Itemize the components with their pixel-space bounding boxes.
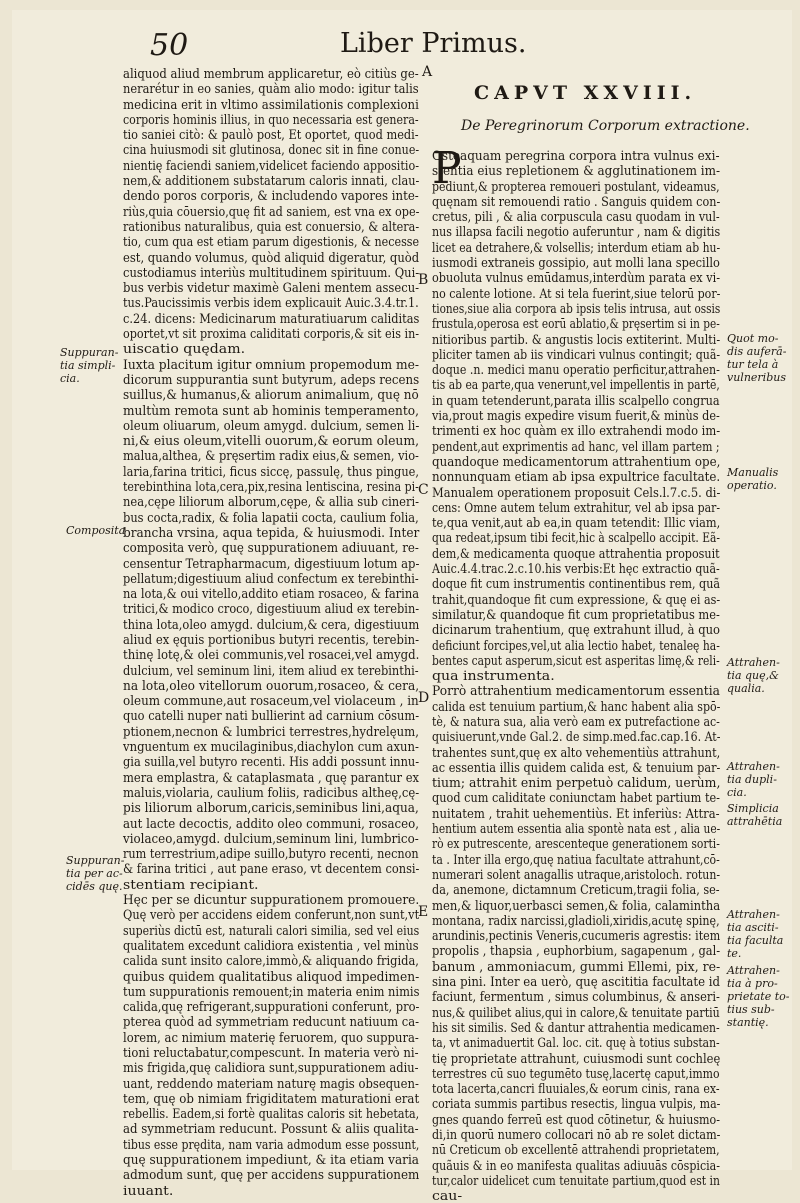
note-line: Suppuran- [60,346,119,359]
text-line: na lota,oleo vitellorum ouorum,rosaceo, & cera, [123,677,420,693]
text-line: cau- [432,1188,463,1203]
text-line: quę suppurationem impediunt, & ita etiam varia [123,1152,419,1168]
note-line: tia simpli- [60,359,116,372]
text-line: censentur Tetrapharmacum, digestiuum lotum ap- [123,555,420,571]
section-marker-a: A [422,64,433,80]
note-line: tia faculta [727,934,784,947]
note-line: tia quę,& [727,669,779,682]
note-line: tur tela à [727,358,779,371]
text-line: pis liliorum alborum,caricis,seminibus lini,aqua, [123,800,419,816]
text-line: trimenti ex hoc quàm ex illo extrahendi modo im- [432,423,721,439]
text-line: tiones,siue alia corpora ab ipsis telis intrusa, aut ossis [432,300,721,316]
text-line: stentiam recipiant. [123,876,259,892]
text-line: nus,& quilibet alius,qui in calore,& tenuitate partiū [432,1004,720,1020]
text-line: tię proprietate attrahunt, cuiusmodi sunt cochleę [432,1050,721,1066]
text-line: licet ea detrahere,& volsellis; interdum etiam ab hu- [432,239,721,255]
text-line: nuitatem , trahit uehementiùs. Et inferiùs: Attra- [432,805,720,821]
text-line: vnguentum ex mucilaginibus,diachylon cum axun- [123,739,419,755]
text-line: doque .n. medici manu operatio perficitur,attrahen- [432,362,720,378]
note-line: qualia. [727,682,765,695]
text-line: his sit similis. Sed & dantur attrahentia medicamen- [432,1019,720,1035]
text-line: custodiamus interiùs multitudinem spirituum. Qui- [123,264,420,280]
text-line: quibus quidem qualitatibus aliquod impedimen- [123,968,420,984]
text-line: nea,cępe liliorum alborum,cępe, & allia sub cineri- [123,494,420,510]
note-line: te. [727,947,742,960]
text-line: & farina tritici , aut pane eraso, vt decentem consi- [123,861,420,877]
text-line: ta, vt animaduertit Gal. loc. cit. quę à totius substan- [432,1035,720,1051]
text-line: dicorum suppurantia sunt butyrum, adeps recens [123,371,420,387]
text-line: quęnam sit remouendi ratio . Sanguis quidem con- [432,193,721,209]
text-line: rationibus naturalibus, quia est conuersio, & altera- [123,218,420,234]
text-line: hentium autem essentia alia spontè nata est , alia ue- [432,821,721,837]
section-marker-b: B [418,272,429,288]
text-line: quãuis & in eo manifesta qualitas adiuuās cōspicia- [432,1157,721,1173]
text-line: doque fit cum instrumentis continentibus rem, quã [432,576,721,592]
text-line: pediunt,& propterea remoueri postulant, videamus, [432,178,720,194]
text-line: tè, & natura sua, alia verò eam ex putrefactione ac- [432,713,720,729]
text-line: pterea quòd ad symmetriam reducunt natiuum ca- [123,1014,420,1030]
text-line: qua instrumenta. [432,668,555,684]
text-line: cens: Omne autem telum extrahitur, vel ab ipsa par- [432,499,721,515]
note-line: attrahētia [727,815,783,828]
text-line: ta . Inter illa ergo,quę natiua facultate attrahunt,cō- [432,851,720,867]
text-line: Auic.4.4.trac.2.c.10.his verbis:Et hęc extractio quã- [432,561,720,577]
right-marginal-note [727,908,783,960]
note-line: cia. [60,372,80,385]
right-marginal-note [727,760,780,799]
note-line: cidēs quę. [66,880,123,893]
text-line: faciunt, fermentum , simus columbinus, & anseri- [432,989,720,1005]
text-line: maluis,violaria, caulium foliis, radicibus altheę,cę- [123,784,420,800]
text-line: terebinthina lota,cera,pix,resina lentiscina, resina pi- [123,479,419,495]
text-line: tis ab ea parte,qua venerunt,vel impellentis in partē, [432,377,720,393]
text-line: stentia eius repletionem & agglutinationem im- [432,163,721,179]
text-line: calida,quę refrigerant,suppurationi conferunt, pro- [123,999,420,1015]
note-line: Suppuran- [66,854,125,867]
text-line: iuuant. [123,1182,174,1198]
text-line: tio, cum qua est etiam parum digestionis, & necesse [123,234,420,250]
text-line: superiùs dictū est, naturali calori similia, sed vel eius [123,922,420,938]
text-line: in quam tetenderunt,parata illis scalpello congrua [432,392,720,408]
text-line: quisiuerunt,vnde Gal.2. de simp.med.fac.cap.16. At- [432,729,721,745]
note-line: Simplicia [727,802,779,815]
text-line: oleum oliuarum, oleum amygd. dulcium, semen li- [123,417,420,433]
text-line: riùs,quia cōuersio,quę fit ad saniem, est vna ex ope- [123,203,420,219]
text-line: iusmodi extraneis gossipio, aut molli lana specillo [432,255,720,271]
right-marginal-note [727,466,778,492]
text-line: ni,& eius oleum,vitelli ouorum,& eorum oleum, [123,433,420,449]
text-line: terrestres cū suo tegumēto tusę,lacertę caput,immo [432,1065,720,1081]
text-line: cretus, pili , & alia corpuscula casu quodam in vul- [432,209,720,225]
text-line: dendo poros corporis, & includendo vapores inte- [123,188,419,204]
text-line: dicinarum trahentium, quę extrahunt illud, à quo [432,622,720,638]
text-line: aut lacte decoctis, addito oleo communi, rosaceo, [123,815,419,831]
text-line: bentes caput asperum,sicut est asperitas limę,& reli- [432,652,720,668]
text-line: aliquod aliud membrum applicaretur, eò citiùs ge- [123,66,419,81]
text-line: violaceo,amygd. dulcium,seminum lini, lumbrico- [123,830,419,846]
note-line: dis auferā- [727,345,787,358]
text-line: ad symmetriam reducunt. Possunt & aliis qualita- [123,1121,419,1137]
text-line: uant, reddendo materiam naturę magis obsequen- [123,1075,419,1091]
note-line: vulneribus [727,371,786,384]
text-line: mis frigida,quę calidiora sunt,suppurationem adiu- [123,1060,419,1076]
text-line: tritici,& modico croco, digestiuum aliud ex terebin- [123,601,420,617]
right-text-column [432,143,722,1203]
text-line: thina lota,oleo amygd. dulcium,& cera, digestiuum [123,616,420,632]
note-line: Quot mo- [727,332,779,345]
text-line: deficiunt forcipes,vel,ut alia lectio habet, tenaleę ha- [432,637,720,653]
chapter-title: CAPVT XXVIII. [474,82,697,104]
left-marginal-note [66,524,125,537]
text-line: Quę verò per accidens eidem conferunt,non sunt,vt [123,907,420,923]
running-head [0,28,800,62]
text-line: tem, quę ob nimiam frigiditatem maturationi erat [123,1090,420,1106]
note-line: stantię. [727,1016,769,1029]
note-line: operatio. [727,479,777,492]
text-line: quandoque medicamentorum attrahentium ope, [432,453,721,469]
left-marginal-note [66,854,124,893]
text-line: dulcium, vel seminum lini, item aliud ex terebinthi- [123,662,419,678]
text-line: pliciter tamen ab iis vindicari vulnus contingit; quã- [432,346,721,362]
right-marginal-note [727,656,780,695]
text-line: trahit,quandoque fit cum expressione, & quę ei as- [432,591,721,607]
text-line: medicina erit in vltimo assimilationis complexioni [123,96,419,112]
text-line: qua redeat,ipsum tibi fecit,hic à scalpello accipit. Eã- [432,530,720,546]
text-line: calida sunt insito calore,immò,& aliquando frigida, [123,953,419,969]
page-number: 50 [150,28,189,63]
text-line: tioni reluctabatur,compescunt. In materia verò ni- [123,1045,419,1060]
note-line: Attrahen- [727,908,780,921]
text-line: rum terrestrium,adipe suillo,butyro recenti, necnon [123,846,419,862]
right-marginal-note [727,332,786,384]
text-line: rebellis. Eadem,si fortè qualitas caloris sit hebetata, [123,1106,420,1122]
text-line: bus cocta,radix, & folia lapatii cocta, caulium folia, [123,509,419,525]
text-line: gia suilla,vel butyro recenti. His addi possunt innu- [123,754,420,770]
text-line: oportet,vt sit proxima caliditati corporis,& sit eis in- [123,326,420,342]
text-line: quo catelli nuper nati bullierint ad carnium cōsum- [123,708,420,724]
text-line: Manualem operationem proposuit Cels.l.7.c.5. di- [432,484,721,500]
text-line: suillus,& humanus,& aliorum animalium, quę nō [123,387,419,403]
text-line: Osteaquam peregrina corpora intra vulnus exi- [432,148,720,163]
text-line: cina huiusmodi sit glutinosa, donec sit in fine conue- [123,142,420,158]
text-line: dem,& medicamenta quoque attrahentia proposuit [432,545,720,561]
text-line: brancha vrsina, aqua tepida, & huiusmodi. Inter [123,524,420,540]
text-line: uiscatio quędam. [123,341,246,357]
text-line: trahentes sunt,quę ex alto vehementiùs attrahunt, [432,744,721,760]
text-line: tium; attrahit enim perpetuò calidum, uerùm, [432,775,721,791]
book-title: Liber Primus. [340,28,527,59]
note-line: tia dupli- [727,773,777,786]
text-line: nus illapsa facili negotio auferuntur , nam & digitis [432,224,721,240]
text-line: frustula,operosa est eorū ablatio,& pręsertim si in pe- [432,316,720,332]
note-line: tia asciti- [727,921,779,934]
text-line: nerarétur in eo sanies, quàm alio modo: igitur talis [123,81,419,97]
text-line: propolis , thapsia , euphorbium, sagapenum , gal- [432,943,721,959]
text-line: corporis hominis illius, in quo necessaria est genera- [123,111,419,127]
text-line: tibus esse prędita, nam varia admodum esse possunt, [123,1136,420,1152]
note-line: Attrahen- [727,964,780,977]
drop-capital: P [432,143,462,194]
note-line: prietate to- [727,990,790,1003]
text-line: tus.Paucissimis verbis idem explicauit Auic.3.4.tr.1. [123,295,419,311]
section-marker-d: D [418,690,430,706]
left-marginal-note [60,346,118,385]
text-line: tum suppurationis remouent;in materia enim nimis [123,983,420,999]
text-line: coriata summis partibus resectis, lingua vulpis, ma- [432,1096,721,1112]
text-line: c.24. dicens: Medicinarum maturatiuarum caliditas [123,310,420,326]
text-line: banum , ammoniacum, gummi Ellemi, pix, re- [432,958,721,974]
text-line: arundinis,pectinis Veneris,cucumeris agrestis: item [432,928,721,944]
text-line: te,qua venit,aut ab ea,in quam tetendit: Illic viam, [432,515,721,531]
text-line: da, anemone, dictamnum Creticum,tragii folia, se- [432,882,720,898]
text-line: sina pini. Inter ea uerò, quę ascititia facultate id [432,974,721,990]
text-line: malua,althea, & pręsertim radix eius,& semen, vio- [123,448,419,464]
note-line: cia. [727,786,747,799]
text-line: nū Creticum ob excellentē attrahendi proprietatem, [432,1142,720,1158]
note-line: Composita [66,524,126,537]
text-line: mera emplastra, & cataplasmata , quę parantur ex [123,769,420,785]
text-line: thinę lotę,& olei communis,vel rosacei,vel amygd. [123,647,420,663]
text-line: men,& liquor,uerbasci semen,& folia, calamintha [432,897,721,913]
text-line: Iuxta placitum igitur omnium propemodum me- [123,356,420,372]
text-line: tota lacerta,cancri fluuiales,& eorum cinis, rana ex- [432,1081,720,1097]
text-line: Hęc per se dicuntur suppurationem promouere. [123,892,420,908]
text-line: di,in quorū numero collocari nō ab re solet dictam- [432,1127,721,1142]
text-line: ptionem,necnon & lumbrici terrestres,hydrelęum, [123,723,419,739]
text-line: Porrò attrahentium medicamentorum essentia [432,683,720,699]
right-marginal-note [727,964,790,1029]
text-line: multùm remota sunt ab hominis temperamento, [123,402,420,418]
note-line: Attrahen- [727,760,780,773]
text-line: composita verò, quę suppurationem adiuuant, re- [123,540,419,556]
text-line: pellatum;digestiuum aliud confectum ex terebinthi- [123,570,419,586]
text-line: montana, radix narcissi,gladioli,xiridis,acutę spinę, [432,912,720,928]
text-line: pendent,aut exprimentis ad hanc, vel illam partem ; [432,438,720,454]
text-line: similatur,& quandoque fit cum proprietatibus me- [432,606,720,622]
section-marker-e: E [418,904,429,920]
text-line: qualitatem excedunt calidiora existentia , vel minùs [123,937,419,953]
note-line: tia per ac- [66,867,123,880]
left-text-column [123,66,423,1198]
text-line: aliud ex ęquis portionibus butyri recentis, terebin- [123,631,420,647]
text-line: gnes quando ferreū est quod cōtinetur, & huiusmo- [432,1111,720,1127]
text-line: nem,& additionem substatarum caloris innati, clau- [123,173,420,189]
text-line: via,prout magis expedire visum fuerit,& minùs de- [432,408,720,424]
text-line: rò ex putrescente, arescenteque generationem sorti- [432,836,720,852]
text-line: oleum commune,aut rosaceum,vel violaceum , in [123,693,419,709]
text-line: no calente lotione. At si tela fuerint,siue telorū por- [432,285,721,301]
section-marker-c: C [418,482,429,498]
note-line: tia à pro- [727,977,778,990]
text-line: na lota,& oui vitello,addito etiam rosaceo, & farina [123,586,420,602]
chapter-subtitle: De Peregrinorum Corporum extractione. [461,118,750,134]
note-line: Attrahen- [727,656,780,669]
text-line: nonnunquam etiam ab ipsa expultrice facultate. [432,469,721,485]
text-line: nitioribus partib. & angustis locis extiterint. Multi- [432,331,721,347]
note-line: tius sub- [727,1003,775,1016]
text-line: laria,farina tritici, ficus siccę, passulę, thus pingue, [123,463,419,479]
text-line: ac essentia illis quidem calida est, & tenuium par- [432,759,721,775]
note-line: Manualis [727,466,779,479]
text-line: quod cum caliditate coniunctam habet partium te- [432,790,720,806]
text-line: tio saniei citò: & paulò post, Et oportet, quod medi- [123,127,419,143]
text-line: lorem, ac nimium materię feruorem, quo suppura- [123,1029,419,1045]
text-line: obuoluta vulnus emūdamus,interdùm parata ex vi- [432,270,721,286]
text-line: bus verbis videtur maximè Galeni mentem assecu- [123,280,420,296]
text-line: calida est tenuium partium,& hanc habent alia spō- [432,698,721,714]
right-marginal-note [727,802,782,828]
text-line: nientię faciendi saniem,videlicet faciendo appositio- [123,157,420,173]
text-line: admodum sunt, quę per accidens suppurationem [123,1167,420,1183]
text-line: tur,calor uidelicet cum tenuitate partium,quod est in [432,1172,720,1188]
text-line: est, quando volumus, quòd aliquid digeratur, quòd [123,249,420,265]
text-line: numerari solent anagallis utraque,aristoloch. rotun- [432,866,721,882]
